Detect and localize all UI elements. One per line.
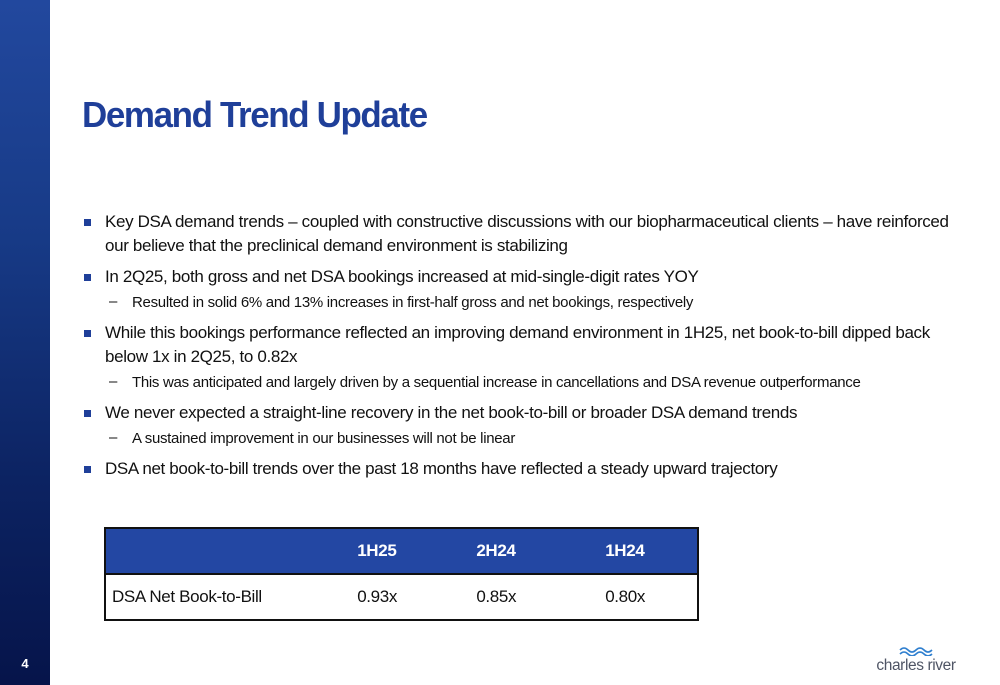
dash-bullet-icon: – [109, 373, 118, 390]
square-bullet-icon [84, 274, 91, 281]
header-cell-1h24: 1H24 [605, 528, 698, 574]
bullet-item [82, 265, 962, 289]
sub-bullet-item [82, 429, 962, 449]
table-header-row [105, 528, 698, 574]
bullet-text: In 2Q25, both gross and net DSA bookings increased at mid-single-digit rates YOY [105, 267, 699, 286]
slide-title: Demand Trend Update [82, 94, 427, 135]
header-cell-2h24: 2H24 [476, 528, 605, 574]
header-cell-blank [105, 528, 357, 574]
sub-bullet-item [82, 293, 962, 313]
bullet-item [82, 321, 962, 369]
value-cell-1h24: 0.80x [605, 574, 698, 620]
square-bullet-icon [84, 410, 91, 417]
dash-bullet-icon: – [109, 293, 118, 310]
sub-bullet-text: Resulted in solid 6% and 13% increases in first-half gross and net bookings, respectively [132, 294, 694, 311]
page-number: 4 [21, 656, 29, 671]
bullet-item [82, 401, 962, 425]
value-cell-2h24: 0.85x [476, 574, 605, 620]
wave-icon [898, 646, 934, 656]
table-row [105, 574, 698, 620]
square-bullet-icon [84, 466, 91, 473]
bullet-item [82, 210, 962, 258]
sub-bullet-text: This was anticipated and largely driven by a sequential increase in cancellations and DSA revenue outperformance [132, 374, 861, 391]
row-label-cell: DSA Net Book-to-Bill [105, 574, 357, 620]
bullet-item [82, 457, 962, 481]
bullet-text: While this bookings performance reflected an improving demand environment in 1H25, net book-to-bill dipped back below 1x in 2Q25, to 0.82x [105, 323, 930, 366]
header-cell-1h25: 1H25 [357, 528, 476, 574]
charles-river-logo [874, 646, 958, 675]
bullet-text: We never expected a straight-line recovery in the net book-to-bill or broader DSA demand trends [105, 403, 798, 422]
book-to-bill-table [104, 527, 699, 621]
bullet-text: Key DSA demand trends – coupled with constructive discussions with our biopharmaceutical clients – have reinforced our believe that the preclinical demand environment is stabilizing [105, 212, 949, 255]
square-bullet-icon [84, 330, 91, 337]
sub-bullet-item [82, 373, 962, 393]
sub-bullet-text: A sustained improvement in our businesses will not be linear [132, 430, 516, 447]
square-bullet-icon [84, 219, 91, 226]
dash-bullet-icon: – [109, 429, 118, 446]
left-sidebar-band [0, 0, 50, 685]
bullet-text: DSA net book-to-bill trends over the past 18 months have reflected a steady upward trajectory [105, 459, 778, 478]
bullet-list [82, 210, 962, 488]
value-cell-1h25: 0.93x [357, 574, 476, 620]
logo-text: charles river [876, 657, 956, 674]
